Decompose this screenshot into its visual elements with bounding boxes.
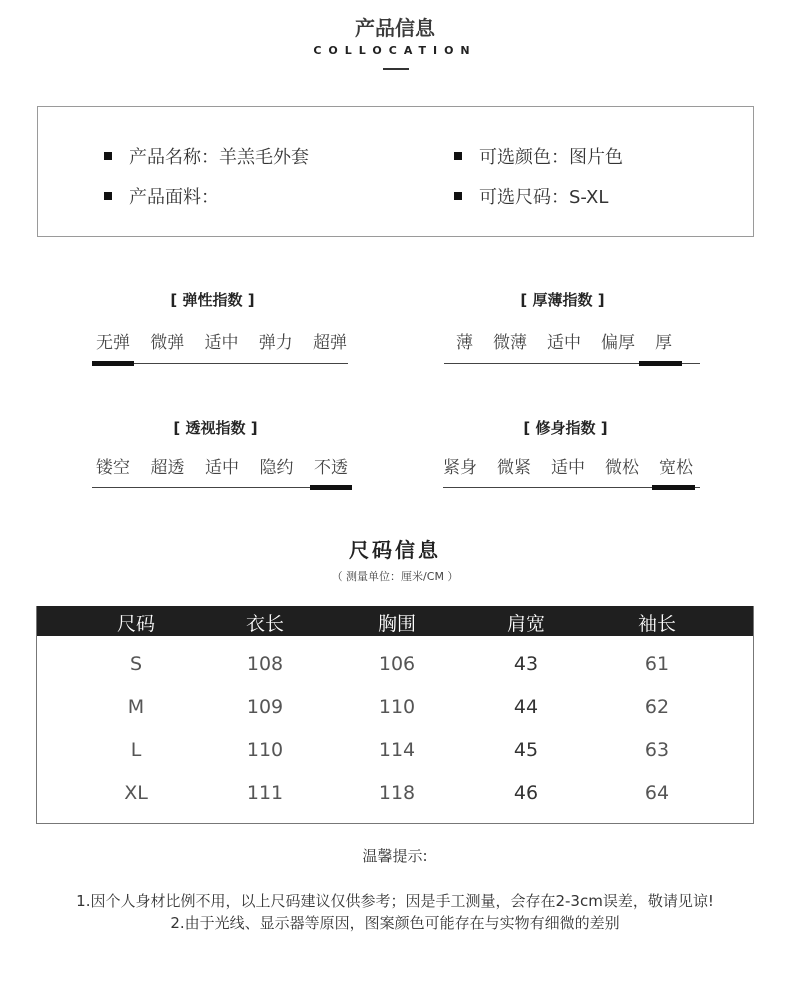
table-cell: 111 (246, 782, 284, 804)
elasticity-title: [ 弹性指数 ] (170, 291, 255, 309)
header-cell: 尺码 (116, 613, 155, 635)
fit-option: 微松 (605, 458, 639, 478)
table-cell: 63 (644, 739, 670, 761)
table-cell: S (129, 653, 143, 675)
elasticity-options (96, 328, 347, 353)
fit-option: 适中 (551, 458, 585, 478)
size-info-title: 尺码信息 (349, 538, 441, 562)
tips-title: 温馨提示: (362, 847, 428, 865)
table-cell: 106 (378, 653, 416, 675)
product-color-text: 可选颜色：图片色 (479, 147, 623, 168)
header-cell: 胸围 (377, 613, 416, 635)
table-cell: 46 (513, 782, 539, 804)
size-unit-note: （ 测量单位：厘米/CM ） (331, 570, 459, 583)
thickness-title: [ 厚薄指数 ] (520, 291, 605, 309)
bullet-icon (104, 192, 112, 200)
fit-option: 宽松 (659, 458, 693, 478)
thickness-selected-marker (639, 361, 682, 366)
table-cell: 118 (378, 782, 416, 804)
product-fabric-text: 产品面料： (129, 187, 219, 208)
table-cell: M (127, 696, 145, 718)
table-cell: 114 (378, 739, 416, 761)
elasticity-option: 超弹 (313, 333, 347, 353)
header-cell: 肩宽 (506, 613, 545, 635)
tip-line-1: 1.因个人身材比例不用，以上尺码建议仅供参考；因是手工测量，会存在2-3cm误差，敬请见谅! (76, 892, 714, 910)
thickness-options (456, 328, 672, 353)
elasticity-option: 微弹 (150, 333, 185, 353)
product-name-text: 产品名称：羊羔毛外套 (129, 147, 309, 168)
transparency-option: 超透 (150, 458, 185, 478)
page-title: 产品信息 (355, 16, 435, 40)
bullet-icon (104, 152, 112, 160)
transparency-option: 镂空 (96, 458, 130, 478)
product-name (104, 143, 309, 169)
transparency-option: 隐约 (259, 458, 294, 478)
thickness-option: 适中 (547, 333, 581, 353)
thickness-option: 厚 (655, 333, 672, 353)
size-table (36, 606, 754, 824)
fit-option: 紧身 (443, 458, 477, 478)
product-color (454, 143, 623, 169)
thickness-option: 偏厚 (601, 333, 635, 353)
table-cell: 61 (644, 653, 670, 675)
fit-title: [ 修身指数 ] (523, 419, 608, 437)
table-cell: XL (124, 782, 148, 804)
elasticity-option: 无弹 (96, 333, 130, 353)
product-info-box (37, 106, 754, 237)
thickness-option: 微薄 (493, 333, 527, 353)
transparency-title: [ 透视指数 ] (173, 419, 258, 437)
table-cell: L (130, 739, 142, 761)
product-size (454, 183, 608, 209)
header-cell: 衣长 (245, 613, 284, 635)
table-cell: 45 (513, 739, 539, 761)
table-cell: 62 (644, 696, 670, 718)
product-fabric (104, 183, 219, 209)
table-cell: 44 (513, 696, 539, 718)
table-cell: 109 (246, 696, 284, 718)
elasticity-option: 适中 (204, 333, 239, 353)
header-cell: 袖长 (637, 613, 676, 635)
transparency-option: 不透 (314, 458, 348, 478)
size-table-header (37, 606, 753, 636)
elasticity-option: 弹力 (258, 333, 293, 353)
bullet-icon (454, 192, 462, 200)
table-cell: 110 (378, 696, 416, 718)
transparency-options (96, 453, 348, 478)
transparency-option: 适中 (205, 458, 239, 478)
fit-options (443, 453, 693, 478)
fit-selected-marker (652, 485, 695, 490)
transparency-selected-marker (310, 485, 352, 490)
tip-line-2: 2.由于光线、显示器等原因，图案颜色可能存在与实物有细微的差别 (170, 914, 620, 932)
bullet-icon (454, 152, 462, 160)
product-size-text: 可选尺码：S-XL (479, 187, 609, 208)
page-subtitle: COLLOCATION (313, 44, 477, 57)
thickness-option: 薄 (456, 333, 473, 353)
fit-option: 微紧 (497, 458, 531, 478)
table-cell: 110 (246, 739, 284, 761)
elasticity-selected-marker (92, 361, 134, 366)
table-cell: 108 (246, 653, 284, 675)
table-cell: 64 (644, 782, 670, 804)
title-divider (383, 68, 409, 70)
table-cell: 43 (513, 653, 539, 675)
